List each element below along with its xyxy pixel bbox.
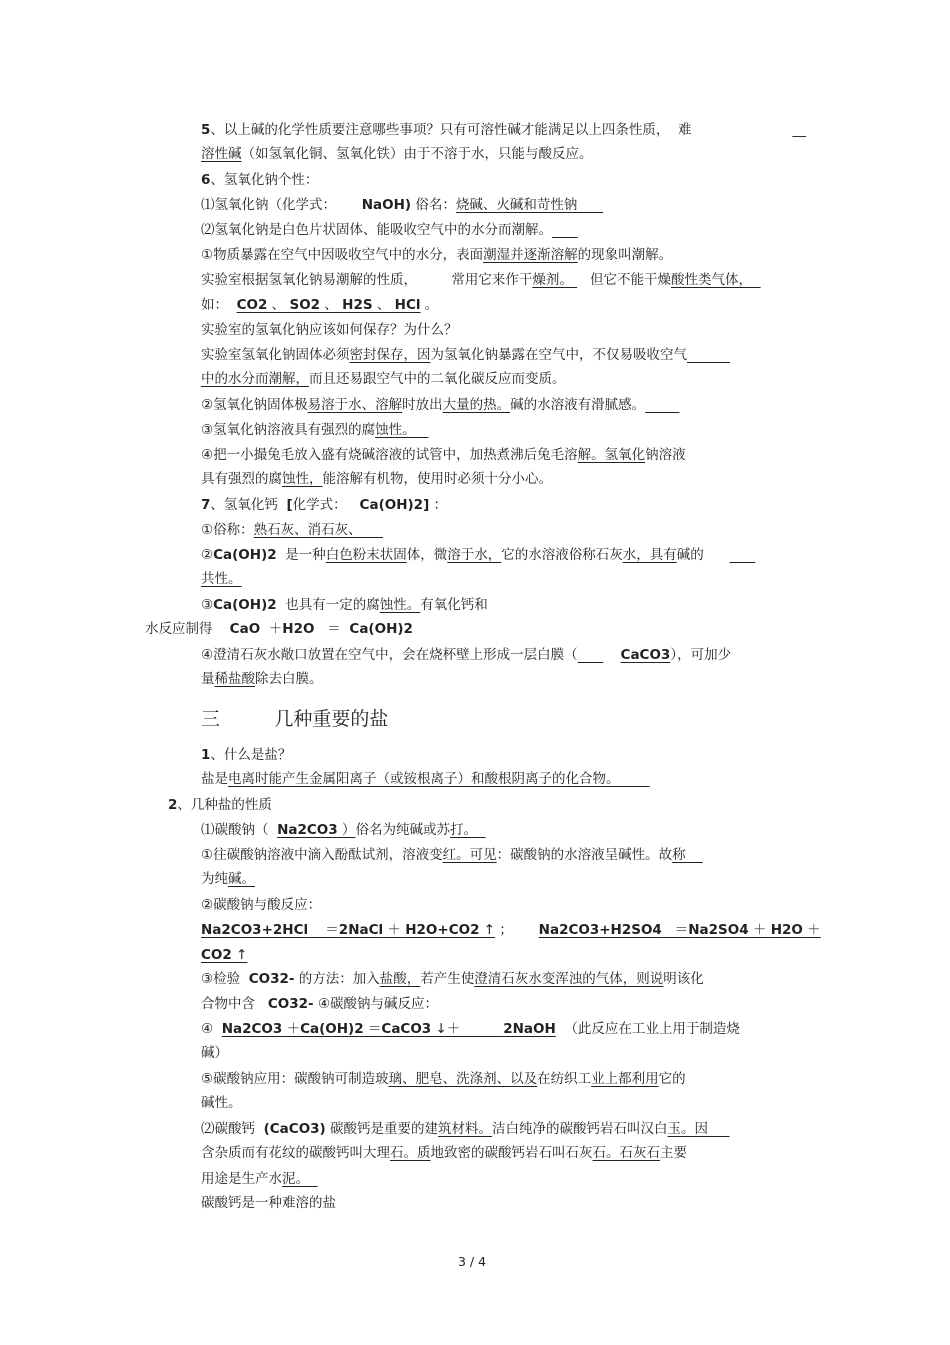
text-run: 、氢氧化钠个性： <box>210 172 319 188</box>
text-run: 、 <box>320 297 343 313</box>
line-6b <box>201 221 578 239</box>
text-run: [ <box>286 497 293 513</box>
line-s2d <box>201 896 321 914</box>
section-heading <box>201 707 388 731</box>
text-run: 蚀性， <box>282 471 323 487</box>
text-run: 俗名： <box>411 197 456 213</box>
text-run: 盐酸， <box>379 971 421 987</box>
text-run: 7 <box>201 497 211 513</box>
text-run: ⑵碳酸钙 <box>201 1121 264 1137</box>
text-run: 白色粉末状固 <box>325 547 407 563</box>
text-run: 密封保存，因 <box>349 347 431 363</box>
line-s2m <box>201 1120 730 1138</box>
text-run: ＝ <box>308 922 339 938</box>
text-run: ④碳酸钠与碱反应： <box>313 996 439 1012</box>
text-run: 筑材料。 <box>438 1121 493 1137</box>
text-run: ： <box>429 497 448 513</box>
line-6j <box>201 421 428 439</box>
text-run: 的方法：加入 <box>294 971 380 987</box>
text-run: 璃、肥皂、洗涤剂、以及 <box>388 1071 538 1087</box>
text-run: ⑴碳酸钠（ <box>201 822 278 838</box>
text-run: NaOH) <box>361 197 412 213</box>
text-run: (CaCO3) <box>263 1121 326 1137</box>
text-run: 碱的 <box>676 547 730 563</box>
page-number: 3 / 4 <box>458 1254 487 1269</box>
text-run: ② <box>201 547 214 563</box>
text-run: 它的 <box>658 1071 686 1087</box>
text-run: ②碳酸钠与酸反应： <box>201 897 322 913</box>
text-run: 共性。 <box>201 571 242 587</box>
text-run: 钠溶液 <box>645 447 686 463</box>
text-run: 也具有一定的腐 <box>276 597 380 613</box>
text-run: 澄清石灰水变浑浊的气体，则说 <box>474 971 664 987</box>
text-run: 能溶解有机物，使用时必须十分小心。 <box>322 471 552 487</box>
line-s2n <box>201 1144 687 1162</box>
line-s1a <box>201 770 650 788</box>
text-run: 泥。 <box>282 1171 318 1187</box>
line-s2i <box>201 1020 740 1038</box>
text-run: 水反应制得 <box>145 621 230 637</box>
text-run: 。 <box>420 297 439 313</box>
text-run: Na2CO3 <box>221 1021 283 1037</box>
text-run: CO2 <box>201 947 232 963</box>
text-run: 熟石灰、消石灰、 <box>253 522 384 538</box>
text-run: 实验室氢氧化钠固体必须 <box>201 347 350 363</box>
text-run: 化学式： <box>292 497 360 513</box>
text-run: 、什么是盐？ <box>210 747 292 763</box>
text-run: 酸性类气体， <box>671 272 761 288</box>
line-6g <box>201 346 730 364</box>
text-run: CaCO3 <box>381 1021 432 1037</box>
text-run <box>578 647 604 663</box>
text-run: 业上都利用 <box>591 1071 659 1087</box>
text-run: 如： <box>201 297 237 313</box>
text-run: 潮湿并逐渐溶解 <box>483 247 578 263</box>
text-run <box>692 122 722 138</box>
text-run: ↑ <box>479 922 496 938</box>
text-run: 洁白纯净的碳酸钙岩石叫汉白 <box>492 1121 668 1137</box>
text-run <box>645 397 679 413</box>
text-run: ），可加少 <box>670 647 732 663</box>
line-s2 <box>168 796 272 814</box>
text-run: 2NaCl <box>338 922 384 938</box>
text-run: 蚀性。 <box>379 597 421 613</box>
text-run: ③ <box>201 597 214 613</box>
text-run: ①往碳酸钠溶液中滴入酚酞试剂，溶液变 <box>201 847 443 863</box>
text-run: Ca(OH)2 <box>213 547 277 563</box>
text-run: 蚀性。 <box>375 422 429 438</box>
text-run: ⑤碳酸钠应用：碳酸钠可制造玻 <box>201 1071 389 1087</box>
text-run: 时放出 <box>402 397 443 413</box>
line-5b <box>201 145 593 163</box>
line-s2l <box>201 1094 242 1112</box>
line-6e <box>201 296 438 314</box>
text-run: H2O <box>770 922 803 938</box>
text-run: 碱的水溶液有滑腻感。 <box>510 397 646 413</box>
text-run: 若产生使 <box>420 971 475 987</box>
text-run: 溶性碱 <box>201 146 242 162</box>
text-run: 它的水溶液俗称石灰 <box>501 547 623 563</box>
text-run: ＋ <box>383 922 406 938</box>
text-run: 碳酸钙是一种难溶的盐 <box>201 1195 336 1211</box>
text-run: ③检验 <box>201 971 249 987</box>
line-6 <box>201 171 318 189</box>
text-run: 、 <box>372 297 395 313</box>
text-run: 有氧化钙和 <box>420 597 488 613</box>
text-run: ↓＋ <box>431 1021 504 1037</box>
text-run: 烧碱、火碱和苛性钠 <box>455 197 604 213</box>
line-7a <box>201 521 383 539</box>
text-run: （如氢氧化铜、氢氧化铁）由于不溶于水，只能与酸反应。 <box>241 146 593 162</box>
text-run: 三 几种重要的盐 <box>201 708 389 730</box>
text-run: 体，微 <box>406 547 448 563</box>
text-run: 在纺织工 <box>537 1071 592 1087</box>
text-run: Ca(OH)2] <box>359 497 430 513</box>
text-run: （此反应在工业上用于制造烧 <box>555 1021 740 1037</box>
text-run: 碱性。 <box>201 1095 242 1111</box>
text-run: 中的水分而潮解， <box>201 371 309 387</box>
text-run: 5 <box>201 122 211 138</box>
text-run <box>603 647 620 663</box>
text-run: ＋ <box>282 1021 301 1037</box>
text-run: ③氢氧化钠溶液具有强烈的腐 <box>201 422 376 438</box>
text-run: 6 <box>201 172 211 188</box>
text-run: Na2CO3+H2SO4 <box>538 922 662 938</box>
text-run: 2 <box>168 797 178 813</box>
line-s2c <box>201 870 255 888</box>
text-run: 称 <box>672 847 703 863</box>
text-run: ①物质暴露在空气中因吸收空气中的水分，表面 <box>201 247 484 263</box>
text-run: 含杂质而有花纹的碳酸钙叫大理 <box>201 1145 390 1161</box>
line-7 <box>201 496 447 514</box>
text-run: 碱） <box>201 1045 228 1061</box>
text-run: __ <box>792 122 806 138</box>
text-run: 但它不能干燥 <box>577 272 672 288</box>
text-run <box>687 347 730 363</box>
text-run: 用途是生产水 <box>201 1171 282 1187</box>
line-7b <box>201 546 755 564</box>
text-run: H2O+CO2 <box>405 922 480 938</box>
line-s2p <box>201 1194 336 1212</box>
line-s2a <box>201 821 486 839</box>
line-6l <box>201 470 552 488</box>
text-run: ＋ <box>260 621 283 637</box>
text-run: 碱。 <box>228 871 255 887</box>
line-s2f <box>201 946 247 964</box>
text-run: HCl <box>394 297 421 313</box>
text-run: 除去白膜。 <box>255 671 323 687</box>
line-7d <box>201 596 488 614</box>
text-run: 的现象叫潮解。 <box>577 247 673 263</box>
text-run: ④把一小撮兔毛放入盛有烧碱溶液的试管中，加热煮沸后兔毛溶 <box>201 447 578 463</box>
text-run: 、几种盐的性质 <box>177 797 272 813</box>
text-run: ＋ <box>748 922 771 938</box>
line-6c <box>201 246 672 264</box>
line-7c <box>201 570 242 588</box>
text-run: Ca(OH)2 <box>213 597 277 613</box>
text-run: 主要 <box>660 1145 687 1161</box>
line-6a <box>201 196 603 214</box>
text-run: Na2CO3+2HCl <box>201 922 309 938</box>
line-s2k <box>201 1070 686 1088</box>
text-run: 打。 <box>449 822 486 838</box>
text-run: 石。质 <box>390 1145 431 1161</box>
text-run: 地致密的碳酸钙岩石叫石灰 <box>430 1145 593 1161</box>
text-run: CO2 <box>236 297 268 313</box>
line-s2g <box>201 970 704 988</box>
text-run: 溶于水， <box>447 547 502 563</box>
text-run: 稀盐酸 <box>214 671 255 687</box>
text-run: 燥剂。 <box>532 272 578 288</box>
text-run: 大量的热。 <box>442 397 511 413</box>
text-run: 2NaOH <box>503 1021 556 1037</box>
text-run: Ca(OH)2 <box>349 621 413 637</box>
line-s2h <box>201 995 438 1013</box>
line-6f <box>201 321 458 339</box>
text-run: SO2 <box>289 297 321 313</box>
text-run: 水，具有 <box>622 547 677 563</box>
text-run: ①俗称： <box>201 522 254 538</box>
text-run: ④澄清石灰水敞口放置在空气中，会在烧杯壁上形成一层白膜（ <box>201 647 578 663</box>
text-run: 实验室的氢氧化钠应该如何保存？为什么？ <box>201 322 458 338</box>
text-run: 量 <box>201 671 215 687</box>
line-6h <box>201 370 566 388</box>
text-run: CO32- <box>267 996 314 1012</box>
text-run: 盐是 <box>201 771 228 787</box>
text-run: 实验室根据氢氧化钠易潮解的性质， 常用它来作干 <box>201 272 533 288</box>
text-run: 明该化 <box>663 971 704 987</box>
text-run: ②氢氧化钠固体极 <box>201 397 308 413</box>
text-run: Na2CO3 <box>277 822 338 838</box>
text-run: H2O <box>282 621 315 637</box>
line-s2o <box>201 1170 318 1188</box>
text-run: 、氢氧化钙 <box>210 497 287 513</box>
text-run: CaCO3 <box>620 647 671 663</box>
text-run: ：碳酸钠的水溶液呈碱性。故 <box>496 847 673 863</box>
text-run: ； <box>495 922 539 938</box>
line-7g <box>201 670 323 688</box>
text-run: CaO <box>229 621 261 637</box>
line-6d <box>201 271 761 289</box>
line-5a <box>201 121 806 139</box>
text-run: ＝ <box>661 922 689 938</box>
text-run: Na2SO4 <box>688 922 749 938</box>
text-run <box>552 222 578 238</box>
text-run: ＝ <box>314 621 350 637</box>
text-run: 为氢氧化钠暴露在空气中，不仅易吸收空气 <box>430 347 687 363</box>
line-s1 <box>201 746 291 764</box>
text-run: 俗名为纯碱或苏 <box>355 822 450 838</box>
text-run: 合物中含 <box>201 996 268 1012</box>
text-run: 碳酸钙是重要的建 <box>325 1121 439 1137</box>
text-run: ＝ <box>363 1021 382 1037</box>
text-run: ⑵氢氧化钠是白色片状固体、能吸收空气中的水分而潮解。 <box>201 222 552 238</box>
line-7e <box>145 620 413 638</box>
text-run: 电离时能产生金属阳离子（或铵根离子）和酸根阴离子的化合物。 <box>228 771 650 787</box>
text-run: 具有强烈的腐 <box>201 471 282 487</box>
text-run: 、以上碱的化学性质要注意哪些事项？只有可溶性碱才能满足以上四条性质， 难 <box>210 122 692 138</box>
text-run: 解。氢氧化 <box>577 447 646 463</box>
text-run: ④ <box>201 1021 222 1037</box>
text-run: 红。可见 <box>442 847 497 863</box>
text-run: 石。石灰石 <box>592 1145 660 1161</box>
text-run: ＋ <box>802 922 821 938</box>
text-run: ） <box>337 822 356 838</box>
text-run: 为纯 <box>201 871 228 887</box>
text-run: Ca(OH)2 <box>300 1021 364 1037</box>
text-run: 易溶于水、溶解 <box>307 397 403 413</box>
text-run: ↑ <box>231 947 248 963</box>
line-s2b <box>201 846 703 864</box>
text-run: 是一种 <box>276 547 326 563</box>
line-s2e <box>201 921 821 939</box>
text-run: H2S <box>342 297 373 313</box>
text-run: 玉。因 <box>667 1121 730 1137</box>
text-run: 1 <box>201 747 211 763</box>
line-6i <box>201 396 679 414</box>
text-run: 、 <box>267 297 290 313</box>
line-s2j <box>201 1044 228 1062</box>
line-6k <box>201 446 686 464</box>
text-run: CO32- <box>248 971 295 987</box>
line-7f <box>201 646 731 664</box>
text-run <box>729 547 755 563</box>
text-run: 而且还易跟空气中的二氧化碳反应而变质。 <box>309 371 566 387</box>
text-run: ⑴氢氧化钠（化学式： <box>201 197 362 213</box>
